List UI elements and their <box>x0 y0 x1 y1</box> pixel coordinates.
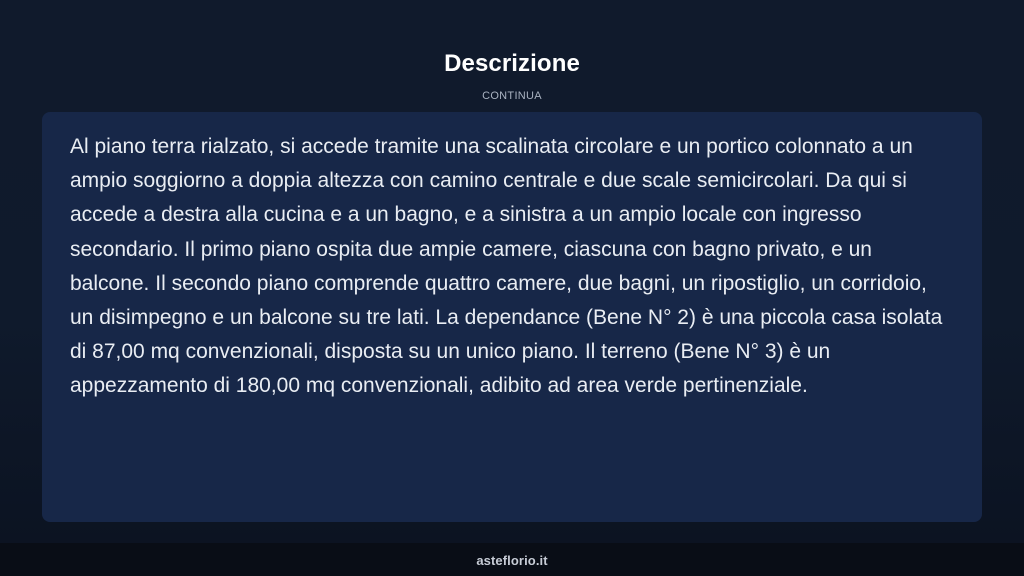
page-footer <box>0 543 1024 576</box>
footer-brand: asteflorio.it <box>476 553 548 568</box>
description-text: Al piano terra rialzato, si accede tramite una scalinata circolare e un portico colonnato a un ampio soggiorno a doppia altezza con camino centrale e due scale semicircolari. Da qui si accede a destra alla cucina e a un bagno, e a sinistra a un ampio locale con ingresso secondario. Il primo piano ospita due ampie camere, ciascuna con bagno privato, e un balcone. Il secondo piano comprende quattro camere, due bagni, un ripostiglio, un corridoio, un disimpegno e un balcone su tre lati. La dependance (Bene N° 2) è una piccola casa isolata di 87,00 mq convenzionali, disposta su un unico piano. Il terreno (Bene N° 3) è un appezzamento di 180,00 mq convenzionali, adibito ad area verde pertinenziale. <box>70 135 943 398</box>
description-card <box>42 112 982 522</box>
page-subtitle: CONTINUA <box>482 90 542 102</box>
page-title: Descrizione <box>444 50 580 77</box>
page-header <box>0 0 1024 112</box>
